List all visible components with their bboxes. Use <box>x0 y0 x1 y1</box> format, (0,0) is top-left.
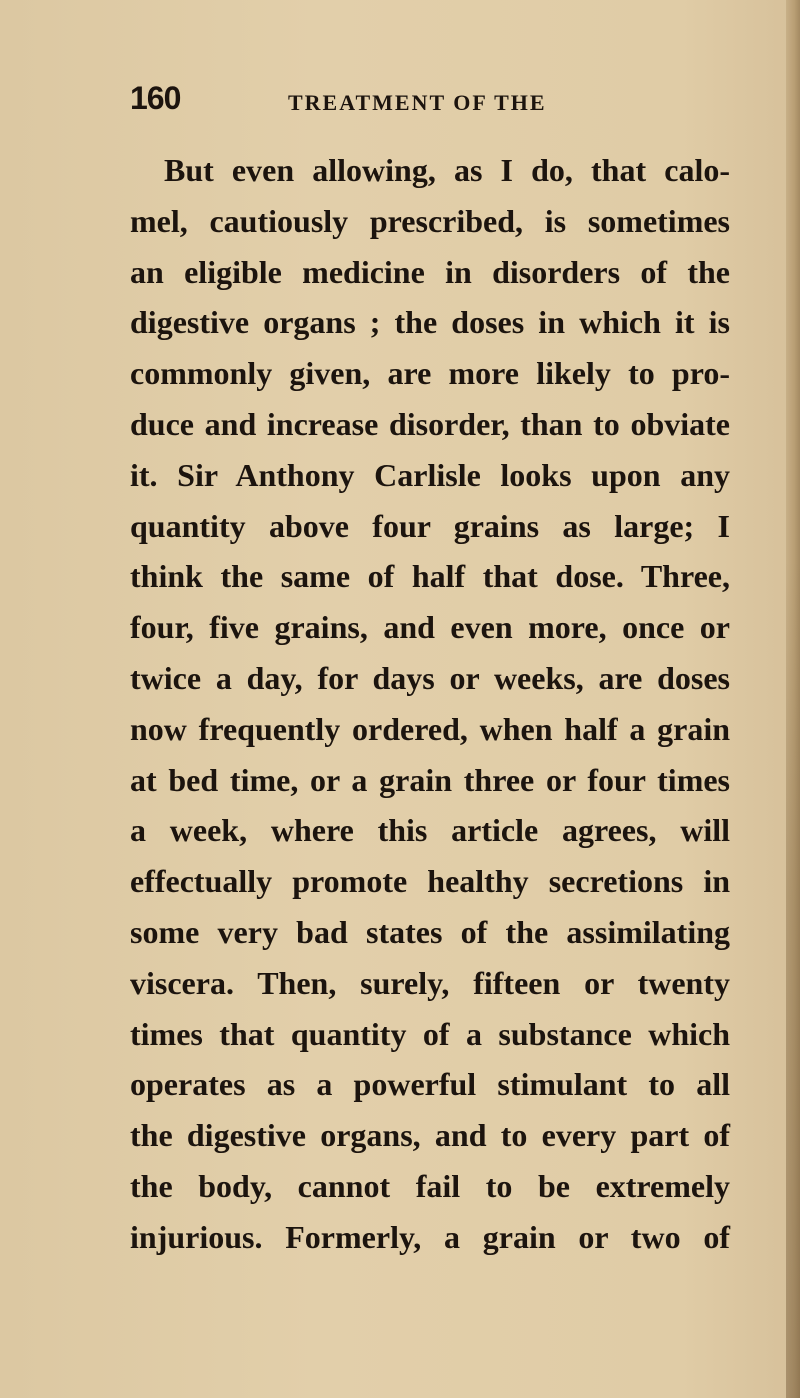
page-header <box>130 80 730 120</box>
text-line: digestive organs ; the doses in which it is <box>130 304 730 341</box>
text-line: twice a day, for days or weeks, are doses <box>130 659 730 696</box>
text-line: a week, where this article agrees, will <box>130 812 730 849</box>
text-line: the digestive organs, and to every part of <box>130 1117 730 1154</box>
text-line: four, five grains, and even more, once or <box>130 609 730 646</box>
text-line: at bed time, or a grain three or four times <box>130 761 730 798</box>
body-paragraph <box>130 145 730 1263</box>
text-line: commonly given, are more likely to pro- <box>130 355 730 392</box>
text-line: now frequently ordered, when half a grain <box>130 710 730 747</box>
page-edge-shadow <box>786 560 800 1398</box>
text-line: injurious. Formerly, a grain or two of <box>130 1218 730 1255</box>
text-line: times that quantity of a substance which <box>130 1015 730 1052</box>
text-line: think the same of half that dose. Three, <box>130 558 730 595</box>
text-line: effectually promote healthy secretions in <box>130 863 730 900</box>
text-line: an eligible medicine in disorders of the <box>130 253 730 290</box>
text-line: it. Sir Anthony Carlisle looks upon any <box>130 456 730 493</box>
text-line: But even allowing, as I do, that calo- <box>164 152 730 188</box>
text-line: viscera. Then, surely, fifteen or twenty <box>130 964 730 1001</box>
running-head: TREATMENT OF THE <box>288 90 547 115</box>
text-line: some very bad states of the assimilating <box>130 913 730 950</box>
text-line: mel, cautiously prescribed, is sometimes <box>130 202 730 239</box>
page-number: 160 <box>130 80 181 116</box>
text-line: quantity above four grains as large; I <box>130 507 730 544</box>
text-line: the body, cannot fail to be extremely <box>130 1167 730 1204</box>
text-line: operates as a powerful stimulant to all <box>130 1066 730 1103</box>
text-line: duce and increase disorder, than to obviate <box>130 405 730 442</box>
